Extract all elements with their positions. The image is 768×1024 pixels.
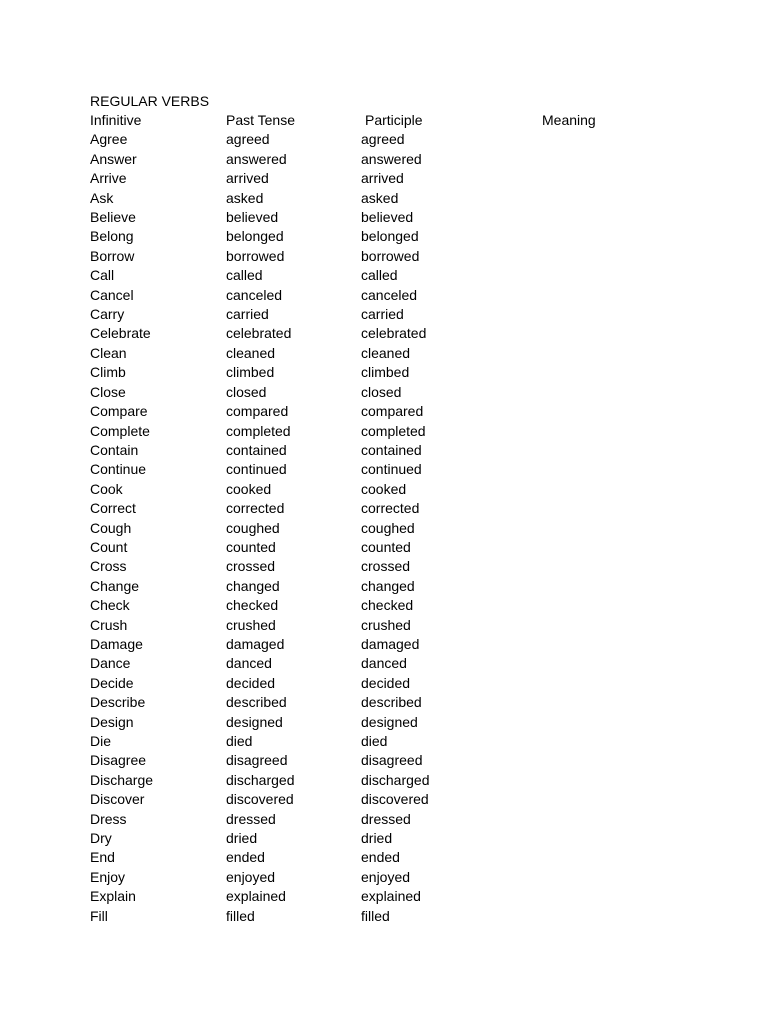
cell-participle: arrived: [361, 170, 404, 187]
table-row: [90, 848, 690, 867]
cell-participle: crushed: [361, 616, 411, 633]
cell-participle: called: [361, 267, 398, 284]
table-row: [90, 383, 690, 402]
cell-past-tense: climbed: [226, 364, 275, 381]
cell-participle: answered: [361, 150, 422, 167]
cell-past-tense: counted: [226, 538, 276, 555]
cell-past-tense: danced: [226, 655, 272, 672]
header-infinitive: Infinitive: [90, 112, 142, 128]
cell-past-tense: filled: [226, 907, 255, 924]
cell-participle: canceled: [361, 286, 418, 303]
table-row: [90, 732, 690, 751]
cell-participle: described: [361, 694, 422, 711]
cell-infinitive: Cancel: [90, 286, 134, 303]
cell-infinitive: Damage: [90, 635, 143, 652]
cell-past-tense: agreed: [226, 131, 270, 148]
cell-infinitive: Complete: [90, 422, 150, 439]
cell-past-tense: decided: [226, 674, 276, 691]
table-row: [90, 693, 690, 712]
table-row: [90, 810, 690, 829]
cell-infinitive: Correct: [90, 500, 136, 517]
cell-past-tense: borrowed: [226, 247, 285, 264]
cell-participle: climbed: [361, 364, 410, 381]
cell-participle: compared: [361, 403, 424, 420]
table-row: [90, 635, 690, 654]
cell-infinitive: Contain: [90, 441, 139, 458]
table-row: [90, 519, 690, 538]
cell-participle: cooked: [361, 480, 407, 497]
cell-infinitive: Discharge: [90, 771, 154, 788]
cell-past-tense: contained: [226, 441, 287, 458]
cell-past-tense: cooked: [226, 480, 272, 497]
cell-infinitive: Ask: [90, 189, 114, 206]
table-row: [90, 713, 690, 732]
table-row: [90, 324, 690, 343]
cell-past-tense: coughed: [226, 519, 280, 536]
cell-participle: counted: [361, 538, 411, 555]
cell-past-tense: disagreed: [226, 752, 288, 769]
cell-infinitive: Dance: [90, 655, 131, 672]
table-row: [90, 344, 690, 363]
table-header-row: [90, 111, 690, 130]
cell-participle: discovered: [361, 791, 429, 808]
cell-participle: discharged: [361, 771, 430, 788]
cell-participle: celebrated: [361, 325, 427, 342]
cell-infinitive: Answer: [90, 150, 137, 167]
cell-infinitive: Check: [90, 597, 130, 614]
cell-past-tense: compared: [226, 403, 289, 420]
table-row: [90, 887, 690, 906]
cell-participle: crossed: [361, 558, 411, 575]
cell-past-tense: enjoyed: [226, 868, 276, 885]
cell-participle: closed: [361, 383, 402, 400]
cell-past-tense: called: [226, 267, 263, 284]
cell-participle: completed: [361, 422, 426, 439]
cell-infinitive: Celebrate: [90, 325, 151, 342]
table-row: [90, 266, 690, 285]
verb-table: [90, 111, 690, 926]
cell-past-tense: answered: [226, 150, 287, 167]
cell-participle: continued: [361, 461, 422, 478]
cell-participle: filled: [361, 907, 390, 924]
cell-infinitive: Climb: [90, 364, 126, 381]
cell-infinitive: Cross: [90, 558, 127, 575]
cell-participle: carried: [361, 306, 404, 323]
cell-infinitive: Enjoy: [90, 868, 126, 885]
cell-participle: enjoyed: [361, 868, 411, 885]
cell-participle: disagreed: [361, 752, 423, 769]
cell-participle: dried: [361, 830, 393, 847]
cell-infinitive: Count: [90, 538, 128, 555]
cell-past-tense: belonged: [226, 228, 284, 245]
cell-participle: coughed: [361, 519, 415, 536]
cell-participle: explained: [361, 888, 421, 905]
cell-participle: belonged: [361, 228, 419, 245]
cell-past-tense: dried: [226, 830, 258, 847]
cell-past-tense: cleaned: [226, 344, 276, 361]
table-row: [90, 169, 690, 188]
table-row: [90, 208, 690, 227]
cell-participle: danced: [361, 655, 407, 672]
cell-past-tense: canceled: [226, 286, 283, 303]
table-row: [90, 422, 690, 441]
cell-participle: decided: [361, 674, 411, 691]
table-row: [90, 790, 690, 809]
cell-infinitive: Explain: [90, 888, 136, 905]
cell-past-tense: designed: [226, 713, 283, 730]
cell-infinitive: Carry: [90, 306, 125, 323]
table-row: [90, 596, 690, 615]
cell-past-tense: completed: [226, 422, 291, 439]
header-meaning: Meaning: [542, 112, 596, 128]
table-row: [90, 130, 690, 149]
table-row: [90, 480, 690, 499]
table-row: [90, 538, 690, 557]
cell-past-tense: asked: [226, 189, 264, 206]
table-row: [90, 829, 690, 848]
cell-infinitive: End: [90, 849, 115, 866]
table-row: [90, 227, 690, 246]
cell-infinitive: Dress: [90, 810, 127, 827]
cell-infinitive: Disagree: [90, 752, 147, 769]
cell-past-tense: checked: [226, 597, 279, 614]
cell-past-tense: changed: [226, 577, 280, 594]
cell-infinitive: Compare: [90, 403, 148, 420]
cell-participle: believed: [361, 209, 414, 226]
cell-past-tense: explained: [226, 888, 286, 905]
table-row: [90, 577, 690, 596]
cell-past-tense: crossed: [226, 558, 276, 575]
cell-past-tense: arrived: [226, 170, 269, 187]
cell-past-tense: damaged: [226, 635, 285, 652]
cell-past-tense: dressed: [226, 810, 276, 827]
table-row: [90, 150, 690, 169]
cell-infinitive: Dry: [90, 830, 112, 847]
table-row: [90, 363, 690, 382]
cell-participle: ended: [361, 849, 400, 866]
table-row: [90, 305, 690, 324]
cell-past-tense: carried: [226, 306, 269, 323]
cell-past-tense: corrected: [226, 500, 285, 517]
cell-participle: damaged: [361, 635, 420, 652]
cell-infinitive: Continue: [90, 461, 147, 478]
cell-infinitive: Clean: [90, 344, 127, 361]
cell-participle: designed: [361, 713, 418, 730]
cell-infinitive: Close: [90, 383, 126, 400]
cell-participle: checked: [361, 597, 414, 614]
cell-infinitive: Borrow: [90, 247, 135, 264]
cell-infinitive: Decide: [90, 674, 134, 691]
cell-participle: changed: [361, 577, 415, 594]
table-row: [90, 460, 690, 479]
cell-participle: cleaned: [361, 344, 411, 361]
document-title: REGULAR VERBS: [90, 93, 210, 109]
cell-infinitive: Call: [90, 267, 115, 284]
table-row: [90, 402, 690, 421]
cell-infinitive: Fill: [90, 907, 108, 924]
table-row: [90, 286, 690, 305]
cell-past-tense: celebrated: [226, 325, 292, 342]
table-row: [90, 247, 690, 266]
table-row: [90, 189, 690, 208]
cell-infinitive: Cook: [90, 480, 123, 497]
header-participle: Participle: [365, 112, 423, 128]
cell-past-tense: discovered: [226, 791, 294, 808]
cell-infinitive: Arrive: [90, 170, 127, 187]
cell-infinitive: Cough: [90, 519, 132, 536]
cell-past-tense: discharged: [226, 771, 295, 788]
table-row: [90, 868, 690, 887]
cell-past-tense: described: [226, 694, 287, 711]
cell-past-tense: believed: [226, 209, 279, 226]
cell-participle: died: [361, 733, 388, 749]
cell-participle: borrowed: [361, 247, 420, 264]
header-past-tense: Past Tense: [226, 112, 296, 128]
cell-infinitive: Belong: [90, 228, 134, 245]
cell-infinitive: Crush: [90, 616, 128, 633]
cell-participle: asked: [361, 189, 399, 206]
cell-infinitive: Believe: [90, 209, 136, 226]
table-row: [90, 751, 690, 770]
cell-past-tense: continued: [226, 461, 287, 478]
table-row: [90, 674, 690, 693]
cell-participle: dressed: [361, 810, 411, 827]
table-row: [90, 499, 690, 518]
cell-participle: corrected: [361, 500, 420, 517]
cell-infinitive: Agree: [90, 131, 128, 148]
cell-participle: agreed: [361, 131, 405, 148]
cell-past-tense: crushed: [226, 616, 276, 633]
cell-past-tense: died: [226, 733, 253, 749]
cell-infinitive: Change: [90, 577, 140, 594]
cell-infinitive: Design: [90, 713, 134, 730]
cell-infinitive: Die: [90, 733, 112, 749]
cell-past-tense: closed: [226, 383, 267, 400]
table-row: [90, 654, 690, 673]
table-row: [90, 557, 690, 576]
cell-past-tense: ended: [226, 849, 265, 866]
cell-infinitive: Describe: [90, 694, 146, 711]
table-row: [90, 616, 690, 635]
cell-infinitive: Discover: [90, 791, 145, 808]
table-row: [90, 907, 690, 926]
cell-participle: contained: [361, 441, 422, 458]
table-row: [90, 771, 690, 790]
table-row: [90, 441, 690, 460]
